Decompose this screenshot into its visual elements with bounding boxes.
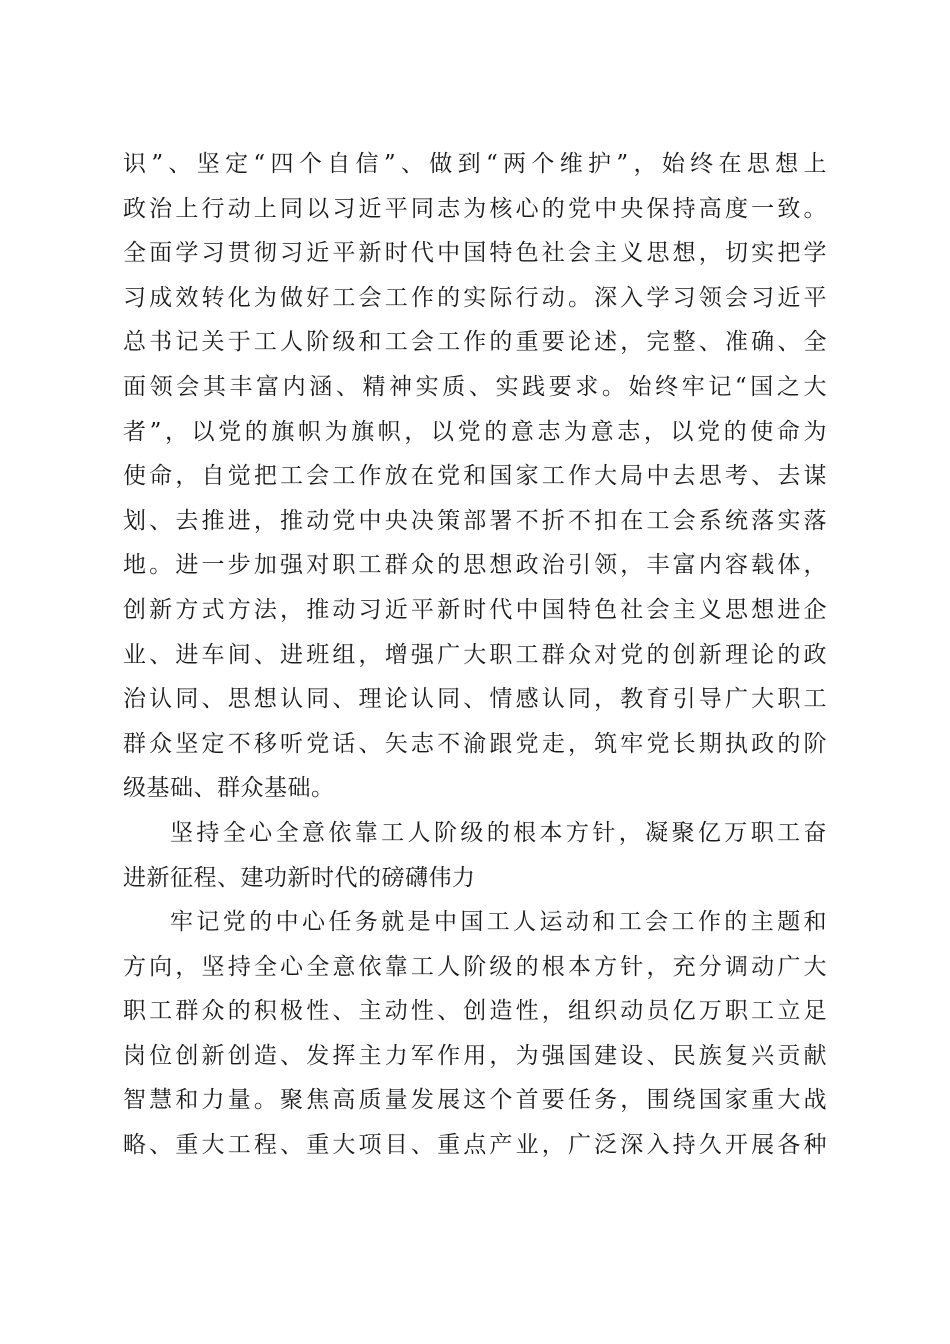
paragraph [123, 811, 827, 900]
text-line: 方向，坚持全心全意依靠工人阶级的根本方针，充分调动广大 [123, 953, 827, 980]
text-line: 牢记党的中心任务就是中国工人运动和工会工作的主题和 [170, 909, 827, 936]
text-line: 使命，自觉把工会工作放在党和国家工作大局中去思考、去谋 [123, 463, 827, 490]
text-line: 识”、坚定“四个自信”、做到“两个维护”，始终在思想上 [123, 151, 827, 177]
text-line: 习成效转化为做好工会工作的实际行动。深入学习领会习近平 [123, 284, 827, 311]
text-line: 总书记关于工人阶级和工会工作的重要论述，完整、准确、全 [123, 329, 827, 356]
document-body [123, 142, 827, 1168]
text-line: 者”，以党的旗帜为旗帜，以党的意志为意志，以党的使命为 [123, 418, 827, 445]
text-line: 略、重大工程、重大项目、重点产业，广泛深入持久开展各种 [123, 1132, 827, 1159]
text-line: 治认同、思想认同、理论认同、情感认同，教育引导广大职工 [123, 686, 827, 713]
text-line: 划、去推进，推动党中央决策部署不折不扣在工会系统落实落 [123, 507, 827, 534]
text-line: 智慧和力量。聚焦高质量发展这个首要任务，围绕国家重大战 [123, 1087, 827, 1114]
text-line: 职工群众的积极性、主动性、创造性，组织动员亿万职工立足 [123, 998, 827, 1025]
text-line: 地。进一步加强对职工群众的思想政治引领，丰富内容载体， [123, 552, 827, 579]
text-line: 创新方式方法，推动习近平新时代中国特色社会主义思想进企 [123, 596, 827, 623]
text-line: 群众坚定不移听党话、矢志不渝跟党走，筑牢党长期执政的阶 [123, 730, 827, 757]
text-line: 级基础、群众基础。 [123, 775, 335, 802]
text-line: 岗位创新创造、发挥主力军作用，为强国建设、民族复兴贡献 [123, 1042, 827, 1069]
text-line: 面领会其丰富内涵、精神实质、实践要求。始终牢记“国之大 [123, 373, 827, 400]
text-line: 政治上行动上同以习近平同志为核心的党中央保持高度一致。 [123, 195, 827, 222]
text-line: 进新征程、建功新时代的磅礴伟力 [123, 864, 476, 891]
paragraph [123, 142, 827, 811]
text-line: 业、进车间、进班组，增强广大职工群众对党的创新理论的政 [123, 641, 827, 668]
paragraph [123, 900, 827, 1168]
text-line: 全面学习贯彻习近平新时代中国特色社会主义思想，切实把学 [123, 240, 827, 267]
text-line: 坚持全心全意依靠工人阶级的根本方针，凝聚亿万职工奋 [170, 819, 827, 846]
